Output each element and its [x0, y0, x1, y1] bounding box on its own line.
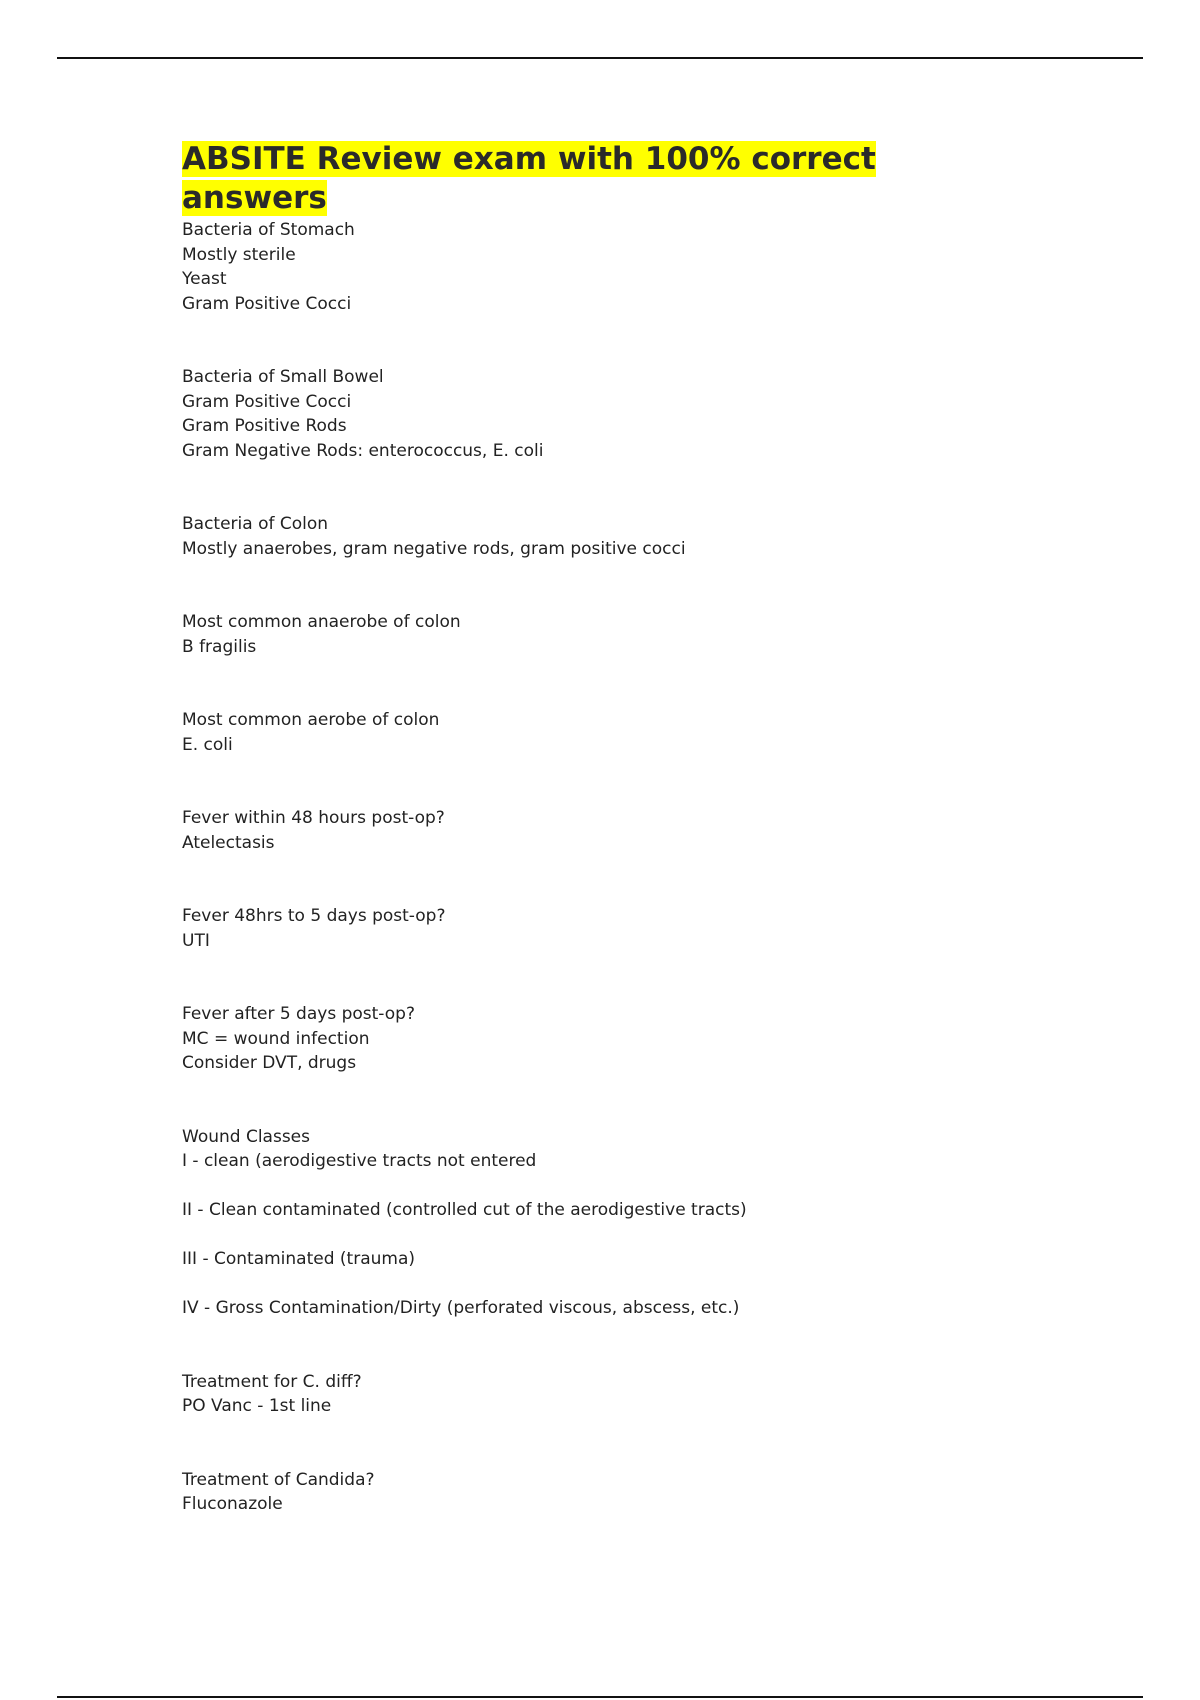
qa-entry	[182, 708, 1082, 757]
question-text: Bacteria of Stomach	[182, 220, 355, 240]
answer-text: UTI	[182, 930, 210, 951]
entry-spacer	[182, 953, 1082, 1002]
entry-spacer	[182, 659, 1082, 708]
title-line-1: ABSITE Review exam with 100% correct	[182, 141, 876, 177]
answer-text: Yeast	[182, 269, 227, 289]
line-spacer	[182, 1272, 1082, 1297]
question-text: Bacteria of Colon	[182, 514, 329, 534]
qa-entry	[182, 365, 1082, 463]
answer-text: MC = wound infection	[182, 1028, 370, 1049]
question-text: Treatment for C. diff?	[182, 1371, 362, 1392]
question-text: Bacteria of Small Bowel	[182, 367, 384, 387]
answer-text: II - Clean contaminated (controlled cut of the aerodigestive tracts)	[182, 1200, 747, 1220]
answer-text: B fragilis	[182, 636, 257, 657]
qa-entry	[182, 904, 1082, 953]
qa-entry	[182, 610, 1082, 659]
document-body	[182, 140, 1082, 1517]
question-text: Wound Classes	[182, 1126, 310, 1147]
line-spacer	[182, 1174, 1082, 1199]
entry-spacer	[182, 1321, 1082, 1370]
answer-text: Gram Positive Cocci	[182, 391, 352, 412]
entry-spacer	[182, 316, 1082, 365]
line-spacer	[182, 1223, 1082, 1248]
question-text: Fever after 5 days post-op?	[182, 1004, 415, 1024]
page-title	[182, 140, 1082, 218]
entry-spacer	[182, 757, 1082, 806]
entry-spacer	[182, 1419, 1082, 1468]
answer-text: Mostly anaerobes, gram negative rods, gram positive cocci	[182, 538, 686, 559]
header-rule	[57, 57, 1143, 59]
answer-text: Fluconazole	[182, 1494, 283, 1514]
answer-text: Consider DVT, drugs	[182, 1053, 357, 1073]
qa-entry	[182, 218, 1082, 316]
qa-entry	[182, 1468, 1082, 1517]
answer-text: IV - Gross Contamination/Dirty (perforated viscous, abscess, etc.)	[182, 1298, 740, 1318]
footer-rule	[57, 1696, 1143, 1698]
answer-text: Gram Negative Rods: enterococcus, E. coli	[182, 440, 544, 461]
entry-spacer	[182, 1076, 1082, 1125]
qa-entry	[182, 1370, 1082, 1419]
entry-spacer	[182, 855, 1082, 904]
question-text: Fever within 48 hours post-op?	[182, 808, 445, 828]
question-text: Fever 48hrs to 5 days post-op?	[182, 906, 446, 926]
question-text: Treatment of Candida?	[182, 1469, 375, 1490]
answer-text: Mostly sterile	[182, 244, 296, 265]
answer-text: Atelectasis	[182, 832, 275, 853]
title-line-2: answers	[182, 180, 327, 216]
answer-text: Gram Positive Rods	[182, 416, 347, 436]
qa-entry	[182, 1002, 1082, 1076]
entry-spacer	[182, 561, 1082, 610]
answer-text: E. coli	[182, 734, 233, 755]
entry-spacer	[182, 463, 1082, 512]
answer-text: Gram Positive Cocci	[182, 293, 352, 314]
question-text: Most common anaerobe of colon	[182, 612, 461, 632]
answer-text: I - clean (aerodigestive tracts not entered	[182, 1151, 537, 1171]
qa-entry	[182, 512, 1082, 561]
qa-entry	[182, 806, 1082, 855]
question-text: Most common aerobe of colon	[182, 710, 440, 730]
answer-text: PO Vanc - 1st line	[182, 1396, 332, 1416]
qa-entry	[182, 1125, 1082, 1321]
answer-text: III - Contaminated (trauma)	[182, 1249, 415, 1269]
